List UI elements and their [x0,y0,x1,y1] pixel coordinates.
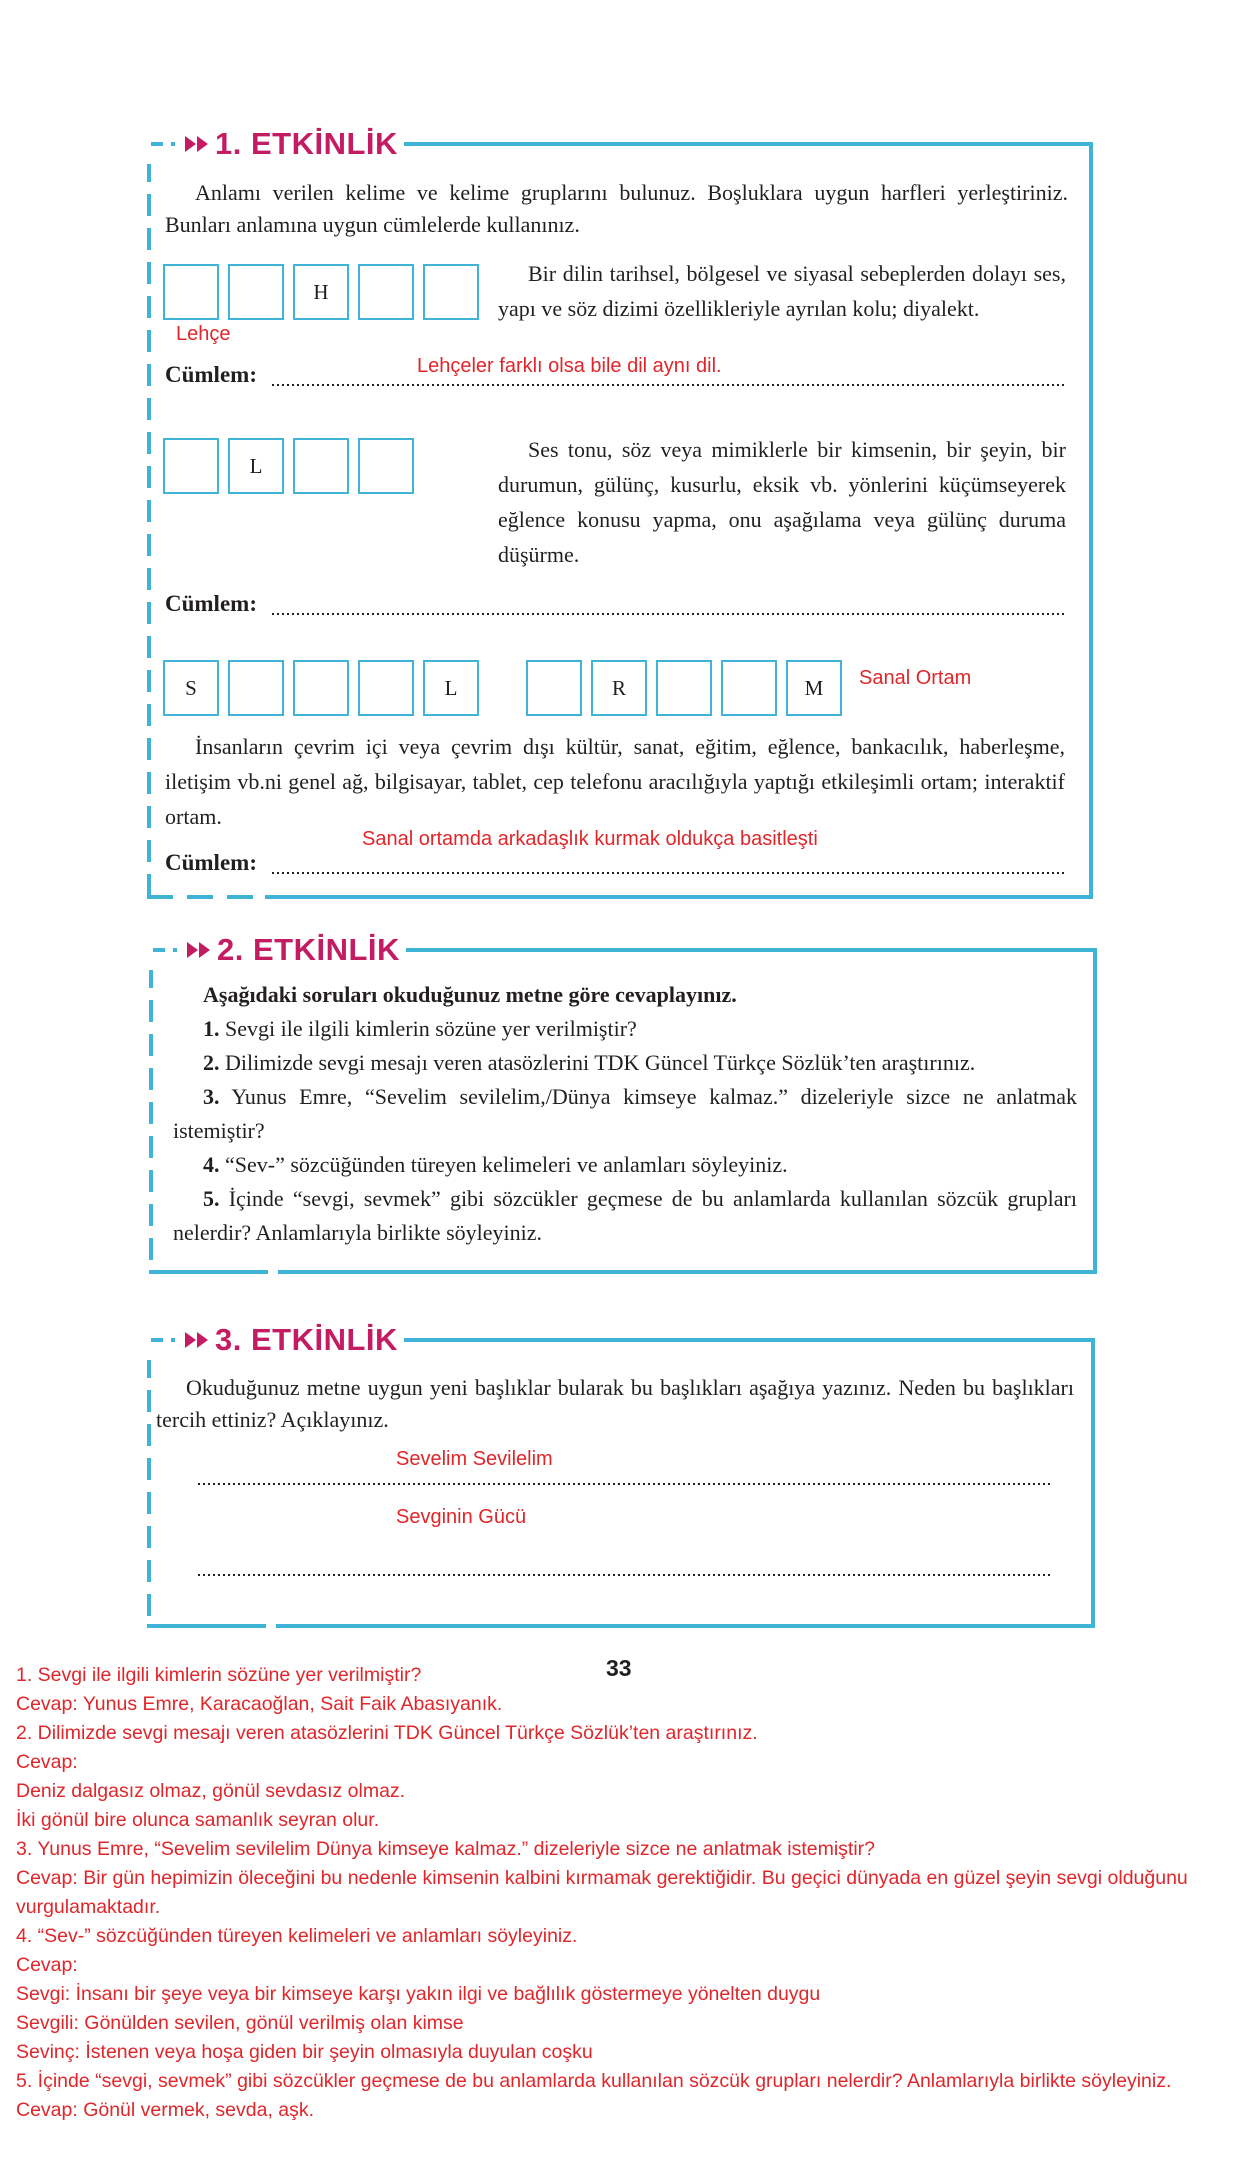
letter-cell[interactable] [293,438,349,494]
double-arrow-icon [185,136,209,152]
activity2-dashed-bottom [149,1270,269,1274]
answer-note-line: 5. İçinde “sevgi, sevmek” gibi sözcükler geçmese de bu anlamlarda kullanılan sözcük grupları nelerdir? Anlamlarıyla birlikte söyleyiniz. [16,2070,1172,2092]
answer-note-line: 1. Sevgi ile ilgili kimlerin sözüne yer verilmiştir? [16,1664,422,1686]
activity1-title: 1. ETKİNLİK [147,124,404,164]
letter-cell[interactable] [358,438,414,494]
question-4: 4. “Sev-” sözcüğünden türeyen kelimeleri ve anlamları söyleyiniz. [203,1152,788,1177]
question-3: 3. Yunus Emre, “Sevelim sevilelim,/Dünya kimseye kalmaz.” dizeleriyle sizce ne anlatmak istemiştir? [173,1084,1078,1143]
activity2-dashed-left [149,966,153,1270]
answer-note-line: Deniz dalgasız olmaz, gönül sevdasız olmaz. [16,1780,406,1802]
answer-note-line: Cevap: Bir gün hepimizin öleceğini bu nedenle kimsenin kalbini kırmamak gerektiğidir. Bu geçici dünyada en güzel şeyin sevgi olduğunu vurgulamaktadır. [16,1867,1188,1918]
answer-note-line: Sevgi: İnsanı bir şeye veya bir kimseye karşı yakın ilgi ve bağlılık göstermeye yönelten duygu [16,1983,821,2005]
answer-note-line: Cevap: [16,1751,78,1773]
activity3-dashed-left [147,1356,151,1624]
letter-cell[interactable] [423,264,479,320]
definition-2: Ses tonu, söz veya mimiklerle bir kimsenin, bir şeyin, bir durumun, gülünç, kusurlu, eksik vb. yönlerini küçümseyerek eğlence konusu yapma, onu aşağılama veya gülünç duruma düşürme. [498,437,1066,567]
sentence-answer-3: Sanal ortamda arkadaşlık kurmak oldukça basitleşti [362,828,818,850]
definition-3: İnsanların çevrim içi veya çevrim dışı kültür, sanat, eğitim, eğlence, bankacılık, haberleşme, iletişim vb.ni genel ağ, bilgisayar, tablet, cep telefonu aracılığıyla yaptığı etkileşimli ortam; interaktif ortam. [165,734,1065,829]
letter-cell[interactable]: S [163,660,219,716]
title-answer-2: Sevginin Gücü [396,1506,527,1528]
definition-1: Bir dilin tarihsel, bölgesel ve siyasal sebeplerden dolayı ses, yapı ve söz dizimi özellikleriyle ayrılan kolu; diyalekt. [498,261,1066,321]
sentence-label-2: Cümlem: [165,591,257,616]
answer-word-1: Lehçe [176,323,231,345]
activity1-instruction: Anlamı verilen kelime ve kelime gruplarını bulunuz. Boşluklara uygun harfleri yerleştiriniz. Bunları anlamına uygun cümlelerde kullanınız. [165,180,1068,237]
activity1-dashed-left [147,160,151,895]
letter-cell[interactable]: R [591,660,647,716]
answer-note-line: 2. Dilimizde sevgi mesajı veren atasözlerini TDK Güncel Türkçe Sözlük’ten araştırınız. [16,1722,758,1744]
answer-note-line: Cevap: [16,1954,78,1976]
answer-note-line: Sevgili: Gönülden sevilen, gönül verilmiş olan kimse [16,2012,464,2034]
activity2-instruction: Aşağıdaki soruları okuduğunuz metne göre cevaplayınız. [203,982,737,1007]
letter-cell[interactable] [358,660,414,716]
letter-cell[interactable] [656,660,712,716]
letter-cell[interactable] [228,660,284,716]
sentence-label-3: Cümlem: [165,850,257,875]
sentence-line-3[interactable] [272,872,1066,874]
letter-cell[interactable] [293,660,349,716]
double-arrow-icon [185,1332,209,1348]
answer-note-line: İki gönül bire olunca samanlık seyran olur. [16,1809,380,1831]
answer-word-3: Sanal Ortam [859,667,972,689]
activity3-instruction: Okuduğunuz metne uygun yeni başlıklar bularak bu başlıkları aşağıya yazınız. Neden bu başlıkları tercih ettiniz? Açıklayınız. [156,1375,1074,1432]
letter-cell[interactable] [721,660,777,716]
letter-cell[interactable] [526,660,582,716]
letter-cell[interactable]: L [228,438,284,494]
title-line-2[interactable] [198,1574,1050,1576]
activity3-dashed-bottom [147,1624,267,1628]
question-1: 1. Sevgi ile ilgili kimlerin sözüne yer verilmiştir? [203,1016,637,1041]
answer-note-line: Cevap: Gönül vermek, sevda, aşk. [16,2099,315,2121]
answer-notes [16,1661,1221,2125]
sentence-label-1: Cümlem: [165,362,257,387]
activity2-title: 2. ETKİNLİK [149,930,406,970]
letter-cell[interactable] [358,264,414,320]
title-line-1[interactable] [198,1483,1050,1485]
sentence-line-2[interactable] [272,613,1066,615]
letter-cell[interactable]: M [786,660,842,716]
answer-note-line: Cevap: Yunus Emre, Karacaoğlan, Sait Faik Abasıyanık. [16,1693,503,1715]
sentence-answer-1: Lehçeler farklı olsa bile dil aynı dil. [417,355,722,377]
sentence-line-1[interactable] [272,384,1066,386]
activity1-dashed-bottom [147,895,267,899]
page-number: 33 [606,1655,632,1681]
title-answer-1: Sevelim Sevilelim [396,1448,553,1470]
letter-cell[interactable] [163,438,219,494]
letter-cell[interactable] [228,264,284,320]
letter-cell[interactable]: L [423,660,479,716]
double-arrow-icon [187,942,211,958]
letter-cell[interactable] [163,264,219,320]
answer-note-line: 4. “Sev-” sözcüğünden türeyen kelimeleri ve anlamları söyleyiniz. [16,1925,578,1947]
question-2: 2. Dilimizde sevgi mesajı veren atasözlerini TDK Güncel Türkçe Sözlük’ten araştırınız. [203,1050,976,1075]
question-5: 5. İçinde “sevgi, sevmek” gibi sözcükler geçmese de bu anlamlarda kullanılan sözcük grupları nelerdir? Anlamlarıyla birlikte söyleyiniz. [173,1186,1077,1245]
activity3-title: 3. ETKİNLİK [147,1320,404,1360]
answer-note-line: 3. Yunus Emre, “Sevelim sevilelim Dünya kimseye kalmaz.” dizeleriyle sizce ne anlatmak istemiştir? [16,1838,876,1860]
letter-cell[interactable]: H [293,264,349,320]
answer-note-line: Sevinç: İstenen veya hoşa giden bir şeyin olmasıyla duyulan coşku [16,2041,593,2063]
